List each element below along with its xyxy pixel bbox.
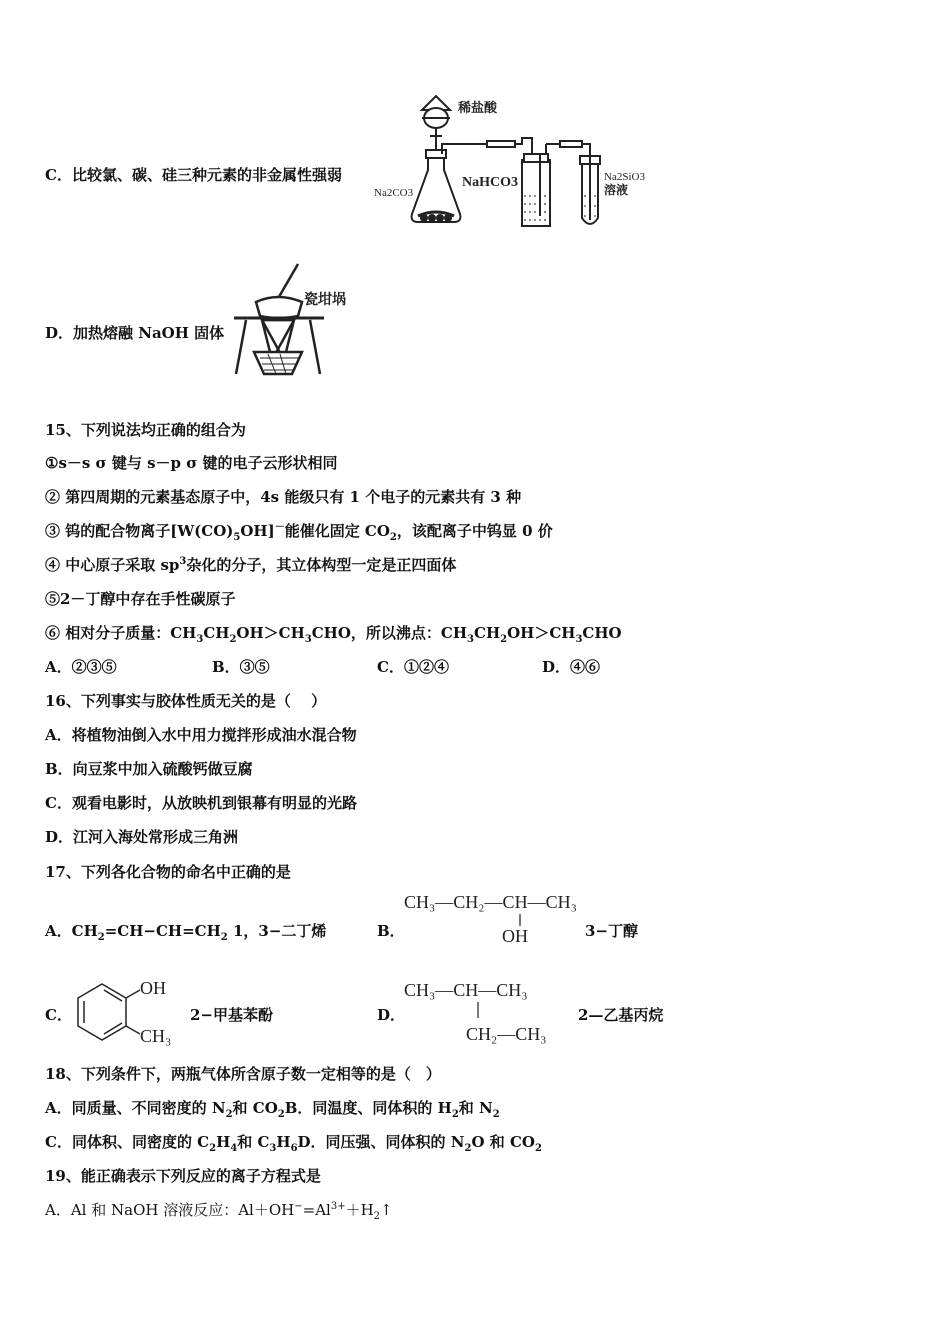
q17-option-b-name: 3−丁醇 [585,922,639,940]
q15-statement-3: ③ 钨的配合物离子$[W(CO)_5OH]^-$能催化固定 $CO_2$，该配离子中钨显 0 价 [45,522,553,543]
q14-option-c: C．比较氯、碳、硅三种元素的非金属性强弱 [45,166,342,184]
dilute-hcl-label: 稀盐酸 [458,100,498,115]
q15-statement-4: ④ 中心原子采取 $sp^3$杂化的分子，其立体构型一定是正四面体 [45,556,457,574]
q16-option-d: D．江河入海处常形成三角洲 [45,828,239,846]
q14-option-d: D．加热熔融 NaOH 固体 [45,324,225,342]
q17-option-d-label: D． [377,1006,406,1024]
q15-statement-1: ①s－s σ 键与 s－p σ 键的电子云形状相同 [45,454,338,472]
struct-b-oh: OH [502,926,528,946]
crucible-label: 瓷坩埚 [304,293,346,308]
q19-option-a: A．Al 和 NaOH 溶液反应：$Al+OH^-=Al^{3+}+H_2↑$ [45,1201,393,1222]
struct-d-branch: CH₂—CH₃ [466,1024,547,1044]
q15-option-a: A．②③⑤ [45,658,117,676]
q17-option-c-label: C． [45,1006,72,1024]
solution-label: 溶液 [604,183,629,197]
na2sio3-label: Na2SiO3 [604,171,645,183]
q18-stem: 18、下列条件下，两瓶气体所含原子数一定相等的是（ ） [45,1065,441,1083]
struct-d-main-chain: CH₃—CH—CH₃ [404,980,528,1000]
q18-options-a-b: A．同质量、不同密度的 $N_2$和 $CO_2B$．同温度、同体积的 $H_2$和 $N_2$ [45,1099,500,1120]
struct-b-main-chain: CH₃—CH₂—CH—CH₃ [404,892,577,912]
q15-statement-6: ⑥ 相对分子质量：$CH_3CH_2OH>CH_3CHO$，所以沸点：$CH_3CH_2OH>CH_3CHO$ [45,624,622,645]
q16-option-c: C．观看电影时，从放映机到银幕有明显的光路 [45,794,357,812]
q17-stem: 17、下列各化合物的命名中正确的是 [45,863,291,881]
q16-stem: 16、下列事实与胶体性质无关的是（ ） [45,692,327,710]
q15-option-c: C．①②④ [377,658,449,676]
q17-option-c-name: 2−甲基苯酚 [190,1006,274,1024]
q15-option-b: B．③⑤ [212,658,270,676]
q15-option-d: D．④⑥ [542,658,601,676]
crucible-heating-apparatus [228,262,378,382]
q19-stem: 19、能正确表示下列反应的离子方程式是 [45,1167,321,1185]
struct-c-oh: OH [140,978,166,998]
q17-option-b-label: B． [377,922,405,940]
q15-statement-2: ② 第四周期的元素基态原子中，4s 能级只有 1 个电子的元素共有 3 种 [45,488,522,506]
q15-statement-5: ⑤2－丁醇中存在手性碳原子 [45,590,236,608]
q17-option-a: A．$CH_2=CH-CH=CH_2$ 1，3−二丁烯 [45,922,327,943]
cl-c-si-apparatus [372,92,662,234]
na2co3-label: Na2CO3 [374,187,414,199]
struct-c-ch3: CH₃ [140,1026,172,1046]
q16-option-b: B．向豆浆中加入硫酸钙做豆腐 [45,760,253,778]
nahco3-label: NaHCO3 [462,175,518,190]
q15-stem: 15、下列说法均正确的组合为 [45,421,246,439]
q17-structure-c [72,970,184,1050]
q17-structure-d [402,972,574,1050]
q18-options-c-d: C．同体积、同密度的 $C_2H_4$和 $C_3H_6D$．同压强、同体积的 $N_2O$ 和 $CO_2$ [45,1133,542,1154]
q17-structure-b [402,888,584,950]
q17-option-d-name: 2—乙基丙烷 [578,1006,664,1024]
q16-option-a: A．将植物油倒入水中用力搅拌形成油水混合物 [45,726,357,744]
